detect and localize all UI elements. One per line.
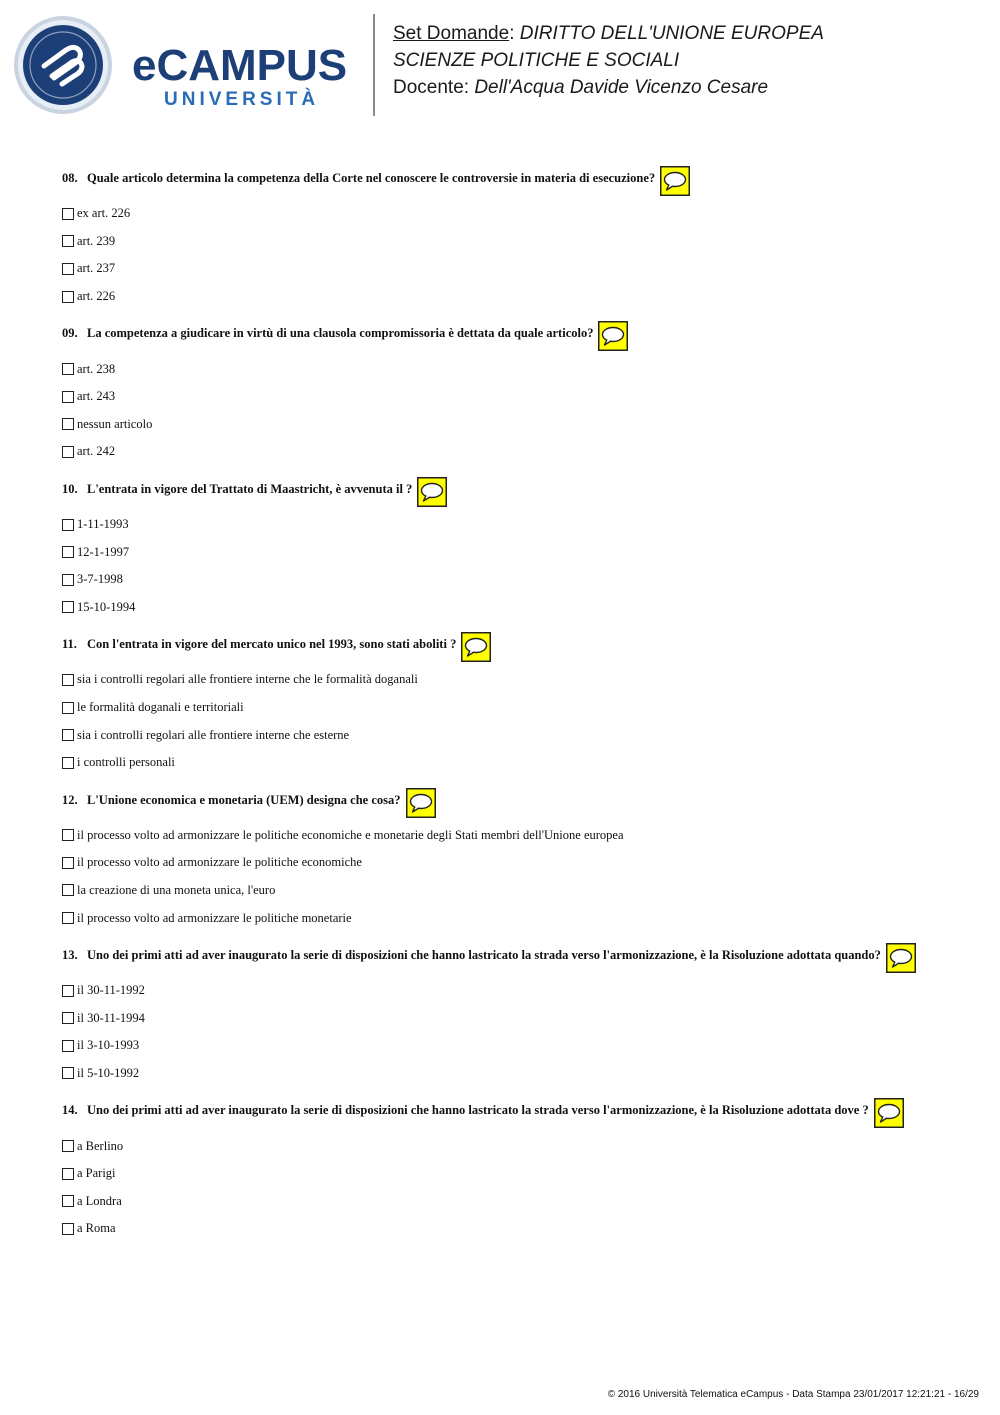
answer-option[interactable] xyxy=(62,749,982,777)
question-number: 12. xyxy=(62,792,78,807)
answer-label: il 5-10-1992 xyxy=(77,1065,140,1080)
question-number: 11. xyxy=(62,637,77,652)
question-label: Con l'entrata in vigore del mercato unico nel 1993, sono stati aboliti ? xyxy=(87,637,457,652)
question-text xyxy=(62,480,412,498)
speech-bubble-icon[interactable] xyxy=(417,477,447,507)
answer-label: art. 238 xyxy=(77,361,116,376)
question-header xyxy=(62,1098,982,1132)
checkbox-icon[interactable] xyxy=(62,674,74,686)
answer-label: sia i controlli regolari alle frontiere interne che le formalità doganali xyxy=(77,672,418,687)
question-number: 09. xyxy=(62,326,78,341)
question-block xyxy=(62,166,982,310)
checkbox-icon[interactable] xyxy=(62,263,74,275)
answer-option[interactable] xyxy=(62,200,982,228)
answer-label: a Londra xyxy=(77,1193,122,1208)
header-info xyxy=(393,20,993,101)
question-label: Uno dei primi atti ad aver inaugurato la serie di disposizioni che hanno lastricato la strada verso l'armonizzazione, è la Risoluzione adottata quando? xyxy=(87,947,881,962)
question-header xyxy=(62,321,982,355)
question-number: 08. xyxy=(62,171,78,185)
question-number: 13. xyxy=(62,947,78,962)
question-block xyxy=(62,1098,982,1242)
answer-label: la creazione di una moneta unica, l'euro xyxy=(77,882,276,897)
answer-label: i controlli personali xyxy=(77,755,175,770)
question-label: L'entrata in vigore del Trattato di Maastricht, è avvenuta il ? xyxy=(87,481,413,496)
checkbox-icon[interactable] xyxy=(62,884,74,896)
answer-label: art. 239 xyxy=(77,233,116,248)
answer-label: a Roma xyxy=(77,1221,116,1236)
question-text xyxy=(62,169,655,187)
answer-option[interactable] xyxy=(62,666,982,694)
speech-bubble-icon[interactable] xyxy=(406,788,436,818)
answer-option[interactable] xyxy=(62,822,982,850)
checkbox-icon[interactable] xyxy=(62,1140,74,1152)
answer-option[interactable] xyxy=(62,255,982,283)
answer-option[interactable] xyxy=(62,594,982,622)
answer-option[interactable] xyxy=(62,383,982,411)
course-title: DIRITTO DELL'UNIONE EUROPEA xyxy=(519,23,824,44)
answer-label: sia i controlli regolari alle frontiere interne che esterne xyxy=(77,727,350,742)
question-label: L'Unione economica e monetaria (UEM) designa che cosa? xyxy=(87,792,401,807)
answer-option[interactable] xyxy=(62,1215,982,1243)
answer-label: art. 242 xyxy=(77,444,116,459)
checkbox-icon[interactable] xyxy=(62,546,74,558)
answer-option[interactable] xyxy=(62,977,982,1005)
question-block xyxy=(62,788,982,932)
question-number: 10. xyxy=(62,481,78,496)
checkbox-icon[interactable] xyxy=(62,519,74,531)
answer-option[interactable] xyxy=(62,904,982,932)
answer-option[interactable] xyxy=(62,877,982,905)
answer-label: ex art. 226 xyxy=(77,206,131,221)
set-label: Set Domande xyxy=(393,23,510,44)
set-separator: : xyxy=(509,23,520,44)
answer-label: 1-11-1993 xyxy=(77,517,129,532)
speech-bubble-icon[interactable] xyxy=(874,1098,904,1128)
checkbox-icon[interactable] xyxy=(62,1040,74,1052)
question-text xyxy=(62,324,593,342)
checkbox-icon[interactable] xyxy=(62,601,74,613)
answer-option[interactable] xyxy=(62,721,982,749)
docente-label: Docente: xyxy=(393,77,475,98)
header-divider xyxy=(373,14,375,116)
answer-label: il processo volto ad armonizzare le politiche economiche e monetarie degli Stati membri dell'Unione europea xyxy=(77,827,624,842)
answer-label: a Berlino xyxy=(77,1138,124,1153)
answer-option[interactable] xyxy=(62,1187,982,1215)
answer-label: 3-7-1998 xyxy=(77,572,123,587)
answer-option[interactable] xyxy=(62,438,982,466)
speech-bubble-icon[interactable] xyxy=(461,632,491,662)
question-header xyxy=(62,632,982,666)
question-text xyxy=(62,1101,869,1119)
answer-option[interactable] xyxy=(62,1060,982,1088)
checkbox-icon[interactable] xyxy=(62,208,74,220)
question-text xyxy=(62,635,456,653)
answer-option[interactable] xyxy=(62,511,982,539)
answer-label: art. 237 xyxy=(77,261,116,276)
speech-bubble-icon[interactable] xyxy=(886,943,916,973)
checkbox-icon[interactable] xyxy=(62,857,74,869)
answer-label: il 30-11-1992 xyxy=(77,983,145,998)
docente-line xyxy=(393,74,993,101)
answer-label: nessun articolo xyxy=(77,416,153,431)
question-header xyxy=(62,788,982,822)
answer-label: il 30-11-1994 xyxy=(77,1010,145,1025)
checkbox-icon[interactable] xyxy=(62,1067,74,1079)
question-list xyxy=(62,166,982,1254)
answer-option[interactable] xyxy=(62,411,982,439)
docente-name: Dell'Acqua Davide Vicenzo Cesare xyxy=(474,77,769,98)
question-header xyxy=(62,477,982,511)
answer-label: 12-1-1997 xyxy=(77,544,130,559)
answer-label: a Parigi xyxy=(77,1166,116,1181)
answer-option[interactable] xyxy=(62,355,982,383)
checkbox-icon[interactable] xyxy=(62,574,74,586)
answer-option[interactable] xyxy=(62,228,982,256)
answer-option[interactable] xyxy=(62,1160,982,1188)
answer-label: le formalità doganali e territoriali xyxy=(77,700,244,715)
checkbox-icon[interactable] xyxy=(62,1012,74,1024)
answer-option[interactable] xyxy=(62,283,982,311)
answer-option[interactable] xyxy=(62,1132,982,1160)
question-text xyxy=(62,946,881,964)
answer-option[interactable] xyxy=(62,694,982,722)
question-block xyxy=(62,477,982,621)
question-block xyxy=(62,321,982,465)
answer-option[interactable] xyxy=(62,1004,982,1032)
checkbox-icon[interactable] xyxy=(62,912,74,924)
answer-label: il 3-10-1993 xyxy=(77,1038,140,1053)
checkbox-icon[interactable] xyxy=(62,1168,74,1180)
answer-label: il processo volto ad armonizzare le politiche monetarie xyxy=(77,910,352,925)
answer-option[interactable] xyxy=(62,849,982,877)
question-header xyxy=(62,166,982,200)
checkbox-icon[interactable] xyxy=(62,363,74,375)
question-text xyxy=(62,791,401,809)
question-number: 14. xyxy=(62,1103,78,1118)
ecampus-logo xyxy=(14,14,359,116)
checkbox-icon[interactable] xyxy=(62,702,74,714)
answer-option[interactable] xyxy=(62,566,982,594)
faculty-line xyxy=(393,47,993,74)
answer-label: art. 243 xyxy=(77,389,116,404)
answer-label: il processo volto ad armonizzare le politiche economiche xyxy=(77,855,362,870)
checkbox-icon[interactable] xyxy=(62,391,74,403)
set-line xyxy=(393,20,993,47)
speech-bubble-icon[interactable] xyxy=(598,321,628,351)
logo-wordmark: eCAMPUS xyxy=(132,41,348,90)
question-label: Uno dei primi atti ad aver inaugurato la serie di disposizioni che hanno lastricato la strada verso l'armonizzazione, è la Risoluzione adottata dove ? xyxy=(87,1103,869,1118)
answer-option[interactable] xyxy=(62,1032,982,1060)
question-header xyxy=(62,943,982,977)
answer-label: art. 226 xyxy=(77,289,116,304)
checkbox-icon[interactable] xyxy=(62,829,74,841)
checkbox-icon[interactable] xyxy=(62,235,74,247)
page-header xyxy=(0,0,1000,130)
checkbox-icon[interactable] xyxy=(62,1223,74,1235)
checkbox-icon[interactable] xyxy=(62,291,74,303)
checkbox-icon[interactable] xyxy=(62,418,74,430)
question-label: Quale articolo determina la competenza della Corte nel conoscere le controversie in materia di esecuzione? xyxy=(87,171,656,185)
question-label: La competenza a giudicare in virtù di una clausola compromissoria è dettata da quale articolo? xyxy=(87,326,594,341)
faculty-name: SCIENZE POLITICHE E SOCIALI xyxy=(393,50,680,71)
checkbox-icon[interactable] xyxy=(62,985,74,997)
question-block xyxy=(62,943,982,1087)
page-footer: © 2016 Università Telematica eCampus - Data Stampa 23/01/2017 12:21:21 - 16/29 xyxy=(607,1389,979,1400)
answer-option[interactable] xyxy=(62,538,982,566)
logo-subtitle: UNIVERSITÀ xyxy=(164,89,320,110)
checkbox-icon[interactable] xyxy=(62,729,74,741)
answer-label: 15-10-1994 xyxy=(77,599,136,614)
checkbox-icon[interactable] xyxy=(62,1195,74,1207)
question-block xyxy=(62,632,982,776)
checkbox-icon[interactable] xyxy=(62,446,74,458)
checkbox-icon[interactable] xyxy=(62,757,74,769)
speech-bubble-icon[interactable] xyxy=(660,166,690,196)
